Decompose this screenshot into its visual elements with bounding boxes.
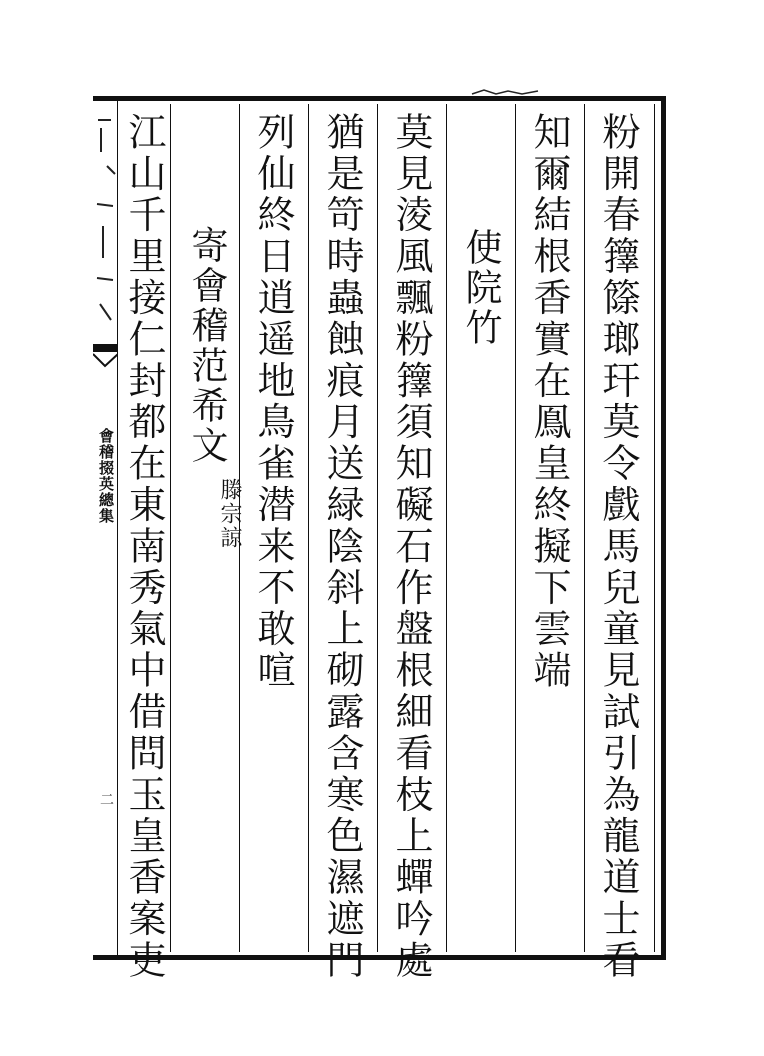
text-column-5: 猶是笴時蟲蝕痕月送緑陰斜上砌露含寒色濕遮門 <box>320 112 364 982</box>
fold-fishtail-mark <box>93 340 118 384</box>
text-column-6: 列仙終日逍遥地鳥雀潜来不敢喧 <box>251 112 295 692</box>
column-rule <box>377 104 378 952</box>
fold-page-number: 二 <box>98 792 114 806</box>
column-rule <box>515 104 516 952</box>
fold-worn-marks <box>93 108 118 338</box>
ink-scuff-mark <box>470 88 540 96</box>
text-column-2: 知爾結根香實在鳯皇終擬下雲端 <box>527 112 571 692</box>
text-column-1: 粉開春籜篨瑯玕莫令戲馬兒童見試引為龍道士看 <box>596 112 640 982</box>
column-rule <box>308 104 309 952</box>
text-column-4: 莫見淩風飄粉籜須知礙石作盤根細看枝上蟬吟處 <box>389 112 433 982</box>
column-rule <box>170 104 171 952</box>
poem-title-shiyuanzhu: 使院竹 <box>459 228 502 348</box>
column-rule <box>584 104 585 952</box>
poem-author: 滕宗諒 <box>217 478 242 550</box>
column-rule <box>446 104 447 952</box>
fold-book-title: 會稽掇英總集 <box>97 428 115 524</box>
poem-title-ji-kuaiji: 寄會稽范希文 <box>185 226 228 466</box>
text-column-8: 江山千里接仁封都在東南秀氣中借問玉皇香案吏 <box>122 112 166 982</box>
